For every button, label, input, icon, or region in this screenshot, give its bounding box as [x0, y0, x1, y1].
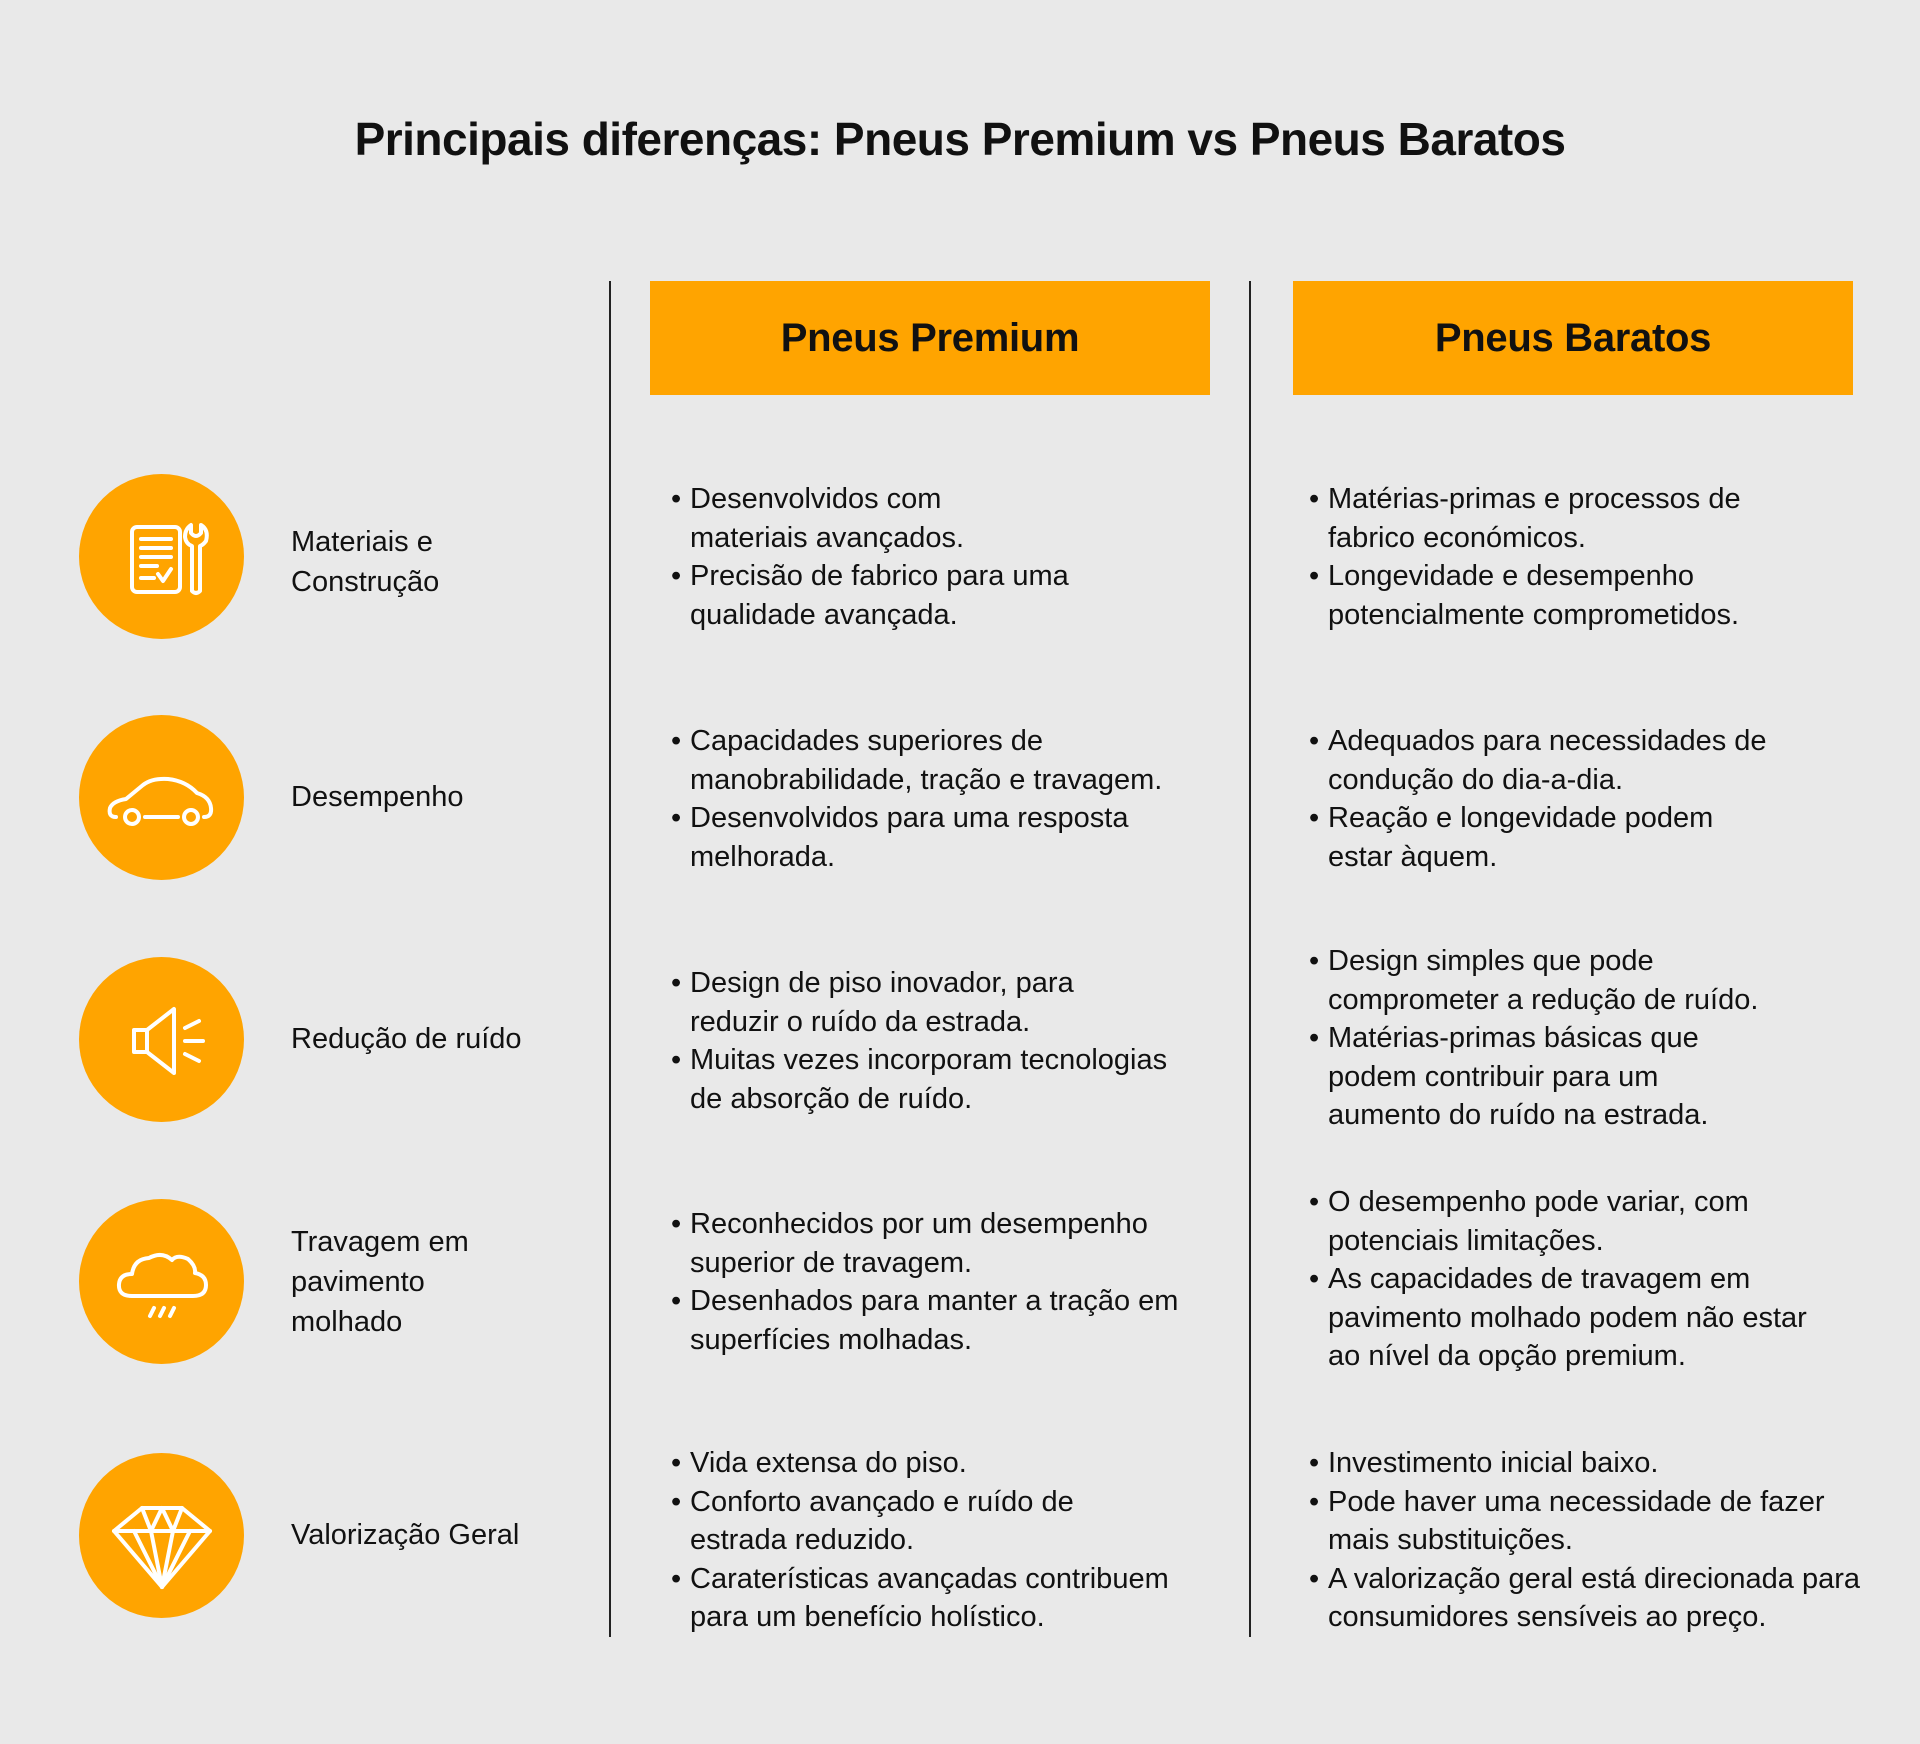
speaker-icon — [92, 970, 232, 1110]
bullet-item: • O desempenho pode variar, com potenciais limitações. — [1309, 1183, 1809, 1260]
bullet-item: • Pode haver uma necessidade de fazer mais substituições. — [1309, 1483, 1889, 1560]
bullet-item: • Design de piso inovador, para reduzir o ruído da estrada. — [671, 964, 1111, 1041]
cell-premium-noise — [671, 964, 1231, 1118]
cell-cheap-overall-value — [1309, 1444, 1909, 1637]
cell-premium-performance — [671, 722, 1231, 876]
bullet-item: • Caraterísticas avançadas contribuem para um benefício holístico. — [671, 1560, 1231, 1637]
row-label-materials: Materiais e Construção — [291, 526, 440, 598]
car-icon — [92, 728, 232, 868]
cell-premium-wet-braking — [671, 1205, 1231, 1359]
bullet-item: • Precisão de fabrico para uma qualidade avançada. — [671, 557, 1071, 634]
row-label-wet-braking: Travagem em pavimento molhado — [291, 1226, 469, 1338]
bullet-item: • As capacidades de travagem em pavimento molhado podem não estar ao nível da opção premium. — [1309, 1260, 1809, 1376]
bullet-item: • Vida extensa do piso. — [671, 1444, 1211, 1483]
bullet-item: • Matérias-primas básicas que podem contribuir para um aumento do ruído na estrada. — [1309, 1019, 1739, 1135]
bullet-item: • Matérias-primas e processos de fabrico económicos. — [1309, 480, 1809, 557]
document-wrench-icon — [92, 487, 232, 627]
row-label-noise: Redução de ruído — [291, 1023, 522, 1055]
column-header-premium: Pneus Premium — [650, 281, 1210, 395]
column-divider-left — [609, 281, 611, 1637]
bullet-item: • Investimento inicial baixo. — [1309, 1444, 1869, 1483]
row-icon-noise — [79, 957, 244, 1122]
bullet-item: • Adequados para necessidades de condução do dia-a-dia. — [1309, 722, 1789, 799]
bullet-item: • Desenvolvidos com materiais avançados. — [671, 480, 991, 557]
cell-premium-overall-value — [671, 1444, 1231, 1637]
cell-cheap-performance — [1309, 722, 1909, 876]
bullet-item: • A valorização geral está direcionada para consumidores sensíveis ao preço. — [1309, 1560, 1899, 1637]
page-title: Principais diferenças: Pneus Premium vs Pneus Baratos — [354, 113, 1566, 165]
row-icon-materials — [79, 474, 244, 639]
bullet-item: • Capacidades superiores de manobrabilidade, tração e travagem. — [671, 722, 1231, 799]
row-label-performance: Desempenho — [291, 781, 464, 813]
column-divider-right — [1249, 281, 1251, 1637]
bullet-item: • Desenvolvidos para uma resposta melhorada. — [671, 799, 1191, 876]
bullet-item: • Conforto avançado e ruído de estrada reduzido. — [671, 1483, 1121, 1560]
cell-cheap-wet-braking — [1309, 1183, 1909, 1376]
bullet-item: • Desenhados para manter a tração em superfícies molhadas. — [671, 1282, 1181, 1359]
bullet-item: • Reconhecidos por um desempenho superior de travagem. — [671, 1205, 1211, 1282]
row-icon-overall-value — [79, 1453, 244, 1618]
bullet-item: • Muitas vezes incorporam tecnologias de absorção de ruído. — [671, 1041, 1191, 1118]
column-header-cheap: Pneus Baratos — [1293, 281, 1853, 395]
row-icon-wet-braking — [79, 1199, 244, 1364]
bullet-item: • Longevidade e desempenho potencialmente comprometidos. — [1309, 557, 1869, 634]
rain-cloud-icon — [92, 1212, 232, 1352]
diamond-icon — [92, 1466, 232, 1606]
row-icon-performance — [79, 715, 244, 880]
cell-cheap-noise — [1309, 942, 1909, 1135]
cell-premium-materials — [671, 480, 1231, 634]
bullet-item: • Reação e longevidade podem estar àquem. — [1309, 799, 1769, 876]
row-label-overall-value: Valorização Geral — [291, 1519, 520, 1551]
cell-cheap-materials — [1309, 480, 1909, 634]
bullet-item: • Design simples que pode comprometer a redução de ruído. — [1309, 942, 1809, 1019]
